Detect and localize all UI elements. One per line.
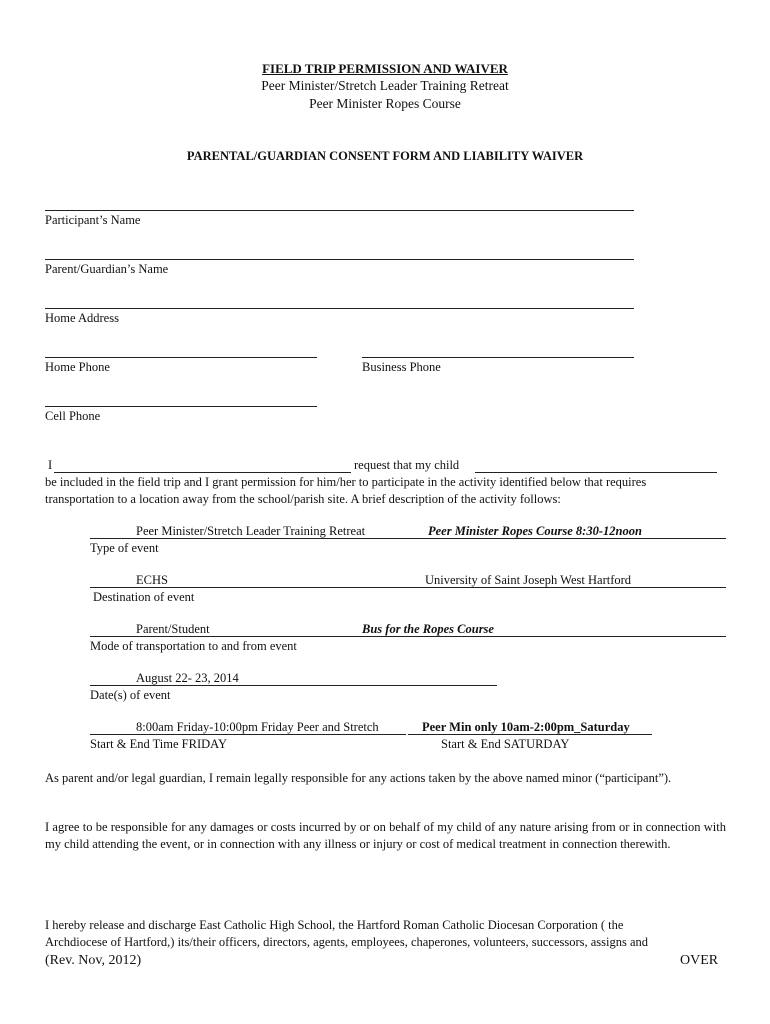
friday-time-label: Start & End Time FRIDAY	[90, 737, 228, 751]
event-type-value-left: Peer Minister/Stretch Leader Training Retreat	[136, 524, 366, 538]
form-title: PARENTAL/GUARDIAN CONSENT FORM AND LIABILITY WAIVER	[186, 149, 584, 163]
damages-paragraph: I agree to be responsible for any damages or costs incurred by or on behalf of my child of any nature arising from or in connection with my child attending the event, or in connection with any illness or injury or cost of medical treatment in connection therewith.	[45, 820, 726, 851]
event-type-value-right: Peer Minister Ropes Course 8:30-12noon	[428, 524, 642, 538]
request-middle-text: request that my child	[354, 458, 460, 472]
release-paragraph-line-1: I hereby release and discharge East Catholic High School, the Hartford Roman Catholic Diocesan Corporation ( the	[45, 918, 624, 932]
business-phone-label: Business Phone	[362, 360, 441, 374]
saturday-time-label: Start & End SATURDAY	[441, 737, 570, 751]
saturday-time-value: Peer Min only 10am-2:00pm_Saturday	[422, 720, 630, 734]
request-line-3: transportation to a location away from the school/parish site. A brief description of the activity follows:	[45, 492, 561, 506]
destination-value-left: ECHS	[136, 573, 168, 587]
event-type-label: Type of event	[90, 541, 159, 555]
request-line-2: be included in the field trip and I grant permission for him/her to participate in the activity identified below that requires	[45, 475, 647, 489]
guardian-name-line[interactable]	[45, 259, 634, 260]
document-subtitle-retreat: Peer Minister/Stretch Leader Training Retreat	[261, 78, 509, 93]
friday-time-value: 8:00am Friday-10:00pm Friday Peer and Stretch	[136, 720, 379, 734]
participant-name-label: Participant’s Name	[45, 213, 141, 227]
guardian-name-label: Parent/Guardian’s Name	[45, 262, 169, 276]
transportation-label: Mode of transportation to and from event	[90, 639, 297, 653]
destination-label: Destination of event	[93, 590, 195, 604]
business-phone-line[interactable]	[362, 357, 634, 358]
destination-value-right: University of Saint Joseph West Hartford	[425, 573, 632, 587]
home-address-line[interactable]	[45, 308, 634, 309]
dates-value: August 22- 23, 2014	[136, 671, 239, 685]
transportation-value-right: Bus for the Ropes Course	[362, 622, 494, 636]
responsibility-paragraph: As parent and/or legal guardian, I remain legally responsible for any actions taken by the above named minor (“participant”).	[45, 771, 672, 785]
guardian-signature-line[interactable]	[54, 472, 351, 473]
revision-note: (Rev. Nov, 2012)	[45, 953, 142, 968]
cell-phone-label: Cell Phone	[45, 409, 101, 423]
home-phone-label: Home Phone	[45, 360, 110, 374]
transportation-value-left: Parent/Student	[136, 622, 210, 636]
over-note: OVER	[680, 953, 719, 968]
cell-phone-line[interactable]	[45, 406, 317, 407]
participant-name-line[interactable]	[45, 210, 634, 211]
child-name-line[interactable]	[475, 472, 717, 473]
release-paragraph-line-2: Archdiocese of Hartford,) its/their officers, directors, agents, employees, chaperones, volunteers, successors, assigns and	[45, 935, 649, 949]
request-prefix: I	[48, 458, 53, 472]
document-title: FIELD TRIP PERMISSION AND WAIVER	[262, 61, 508, 76]
home-address-label: Home Address	[45, 311, 119, 325]
home-phone-line[interactable]	[45, 357, 317, 358]
document-subtitle-ropes: Peer Minister Ropes Course	[309, 96, 461, 111]
dates-label: Date(s) of event	[90, 688, 171, 702]
